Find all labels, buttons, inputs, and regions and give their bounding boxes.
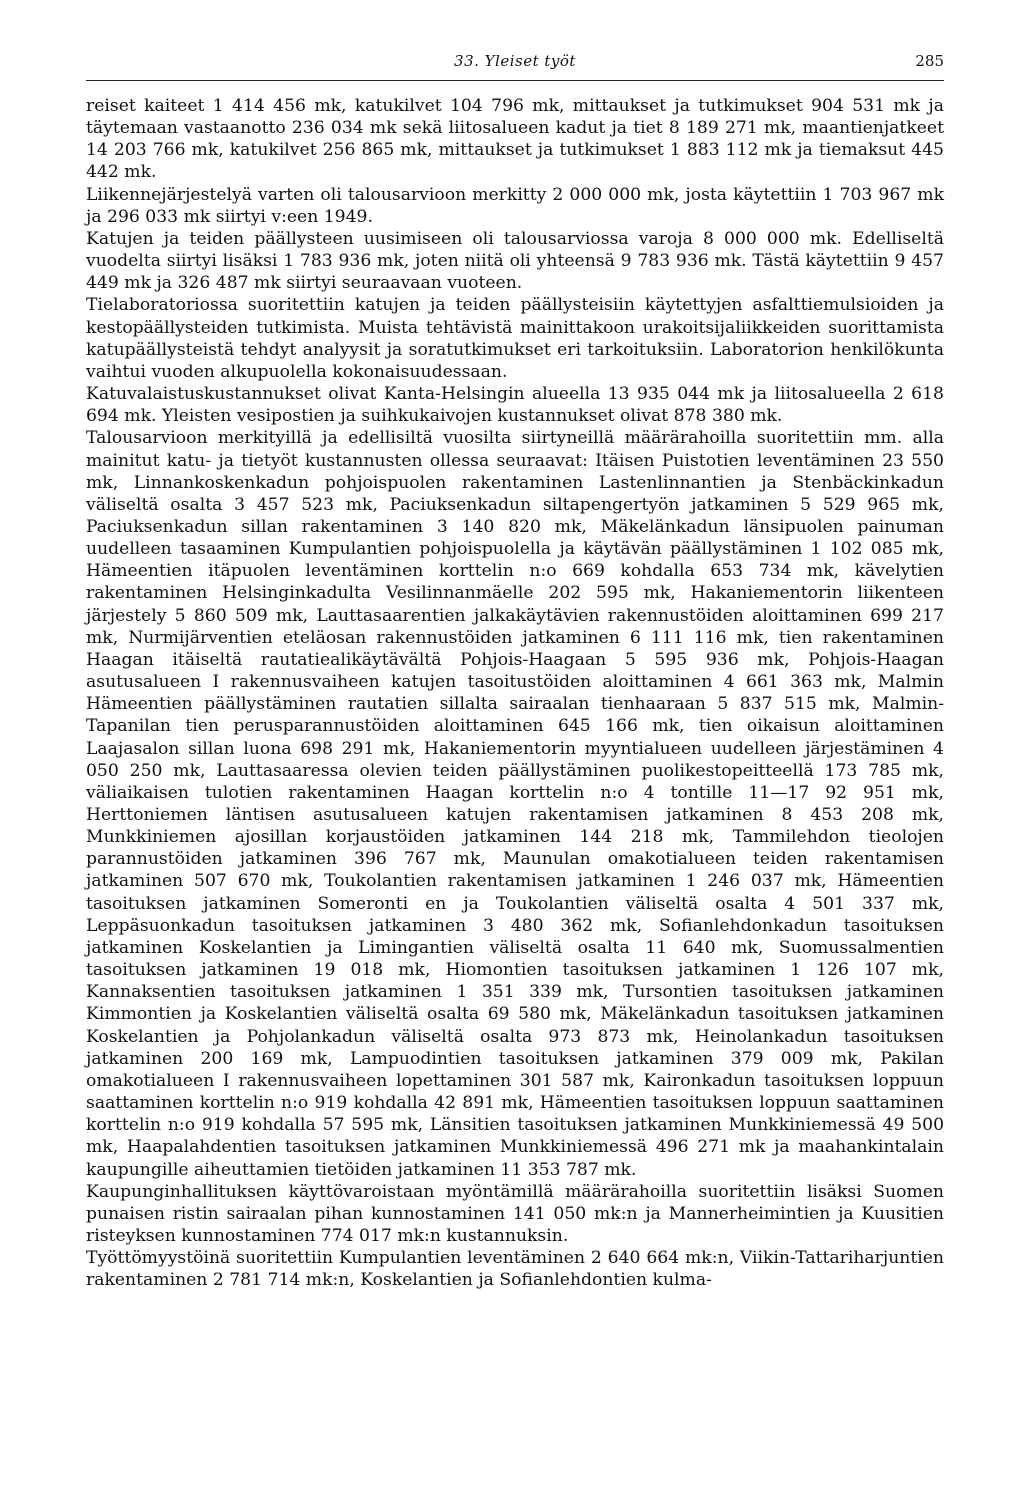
paragraph: Tielaboratoriossa suoritettiin katujen ja teiden päällysteisiin käytettyjen asfalttiemulsioiden ja kestopäällysteiden tutkimista. Muista tehtävistä mainittakoon urakoitsijaliikkeiden suorittamista katupäällysteistä tehdyt analyysit ja soratutkimukset eri tarkoituksiin. Laboratorion henkilökunta vaihtui vuoden alkupuolella kokonaisuudessaan.	[86, 295, 944, 382]
paragraph: reiset kaiteet 1 414 456 mk, katukilvet 104 796 mk, mittaukset ja tutkimukset 904 531 mk ja täytemaan vastaanotto 236 034 mk sekä liitosalueen kadut ja tiet 8 189 271 mk, maantienjatkeet 14 203 766 mk, katukilvet 256 865 mk, mittaukset ja tutkimukset 1 883 112 mk ja tiemaksut 445 442 mk.	[86, 96, 944, 183]
document-page	[86, 48, 944, 1291]
paragraph: Talousarvioon merkityillä ja edellisiltä vuosilta siirtyneillä määrärahoilla suoritettiin mm. alla mainitut katu- ja tietyöt kustannusten ollessa seuraavat: Itäisen Puistotien leventäminen 23 550 mk, Linnankoskenkadun pohjoispuolen rakentaminen Lastenlinnantien ja Stenbäckinkadun väliseltä osalta 3 457 523 mk, Paciuksenkadun siltapengertyön jatkaminen 5 529 965 mk, Paciuksenkadun sillan rakentaminen 3 140 820 mk, Mäkelänkadun länsipuolen painuman uudelleen tasaaminen Kumpulantien pohjoispuolella ja käytävän päällystäminen 1 102 085 mk, Hämeentien itäpuolen leventäminen korttelin n:o 669 kohdalla 653 734 mk, kävelytien rakentaminen Helsinginkadulta Vesilinnanmäelle 202 595 mk, Hakaniementorin liikenteen järjestely 5 860 509 mk, Lauttasaarentien jalkakäytävien rakennustöiden aloittaminen 699 217 mk, Nurmijärventien eteläosan rakennustöiden jatkaminen 6 111 116 mk, tien rakentaminen Haagan itäiseltä rautatiealikäytävältä Pohjois-Haagaan 5 595 936 mk, Pohjois-Haagan asutusalueen I rakennusvaiheen katujen tasoitustöiden aloittaminen 4 661 363 mk, Malmin Hämeentien päällystäminen rautatien sillalta sairaalan tienhaaraan 5 837 515 mk, Malmin-Tapanilan tien perusparannustöiden aloittaminen 645 166 mk, tien oikaisun aloittaminen Laajasalon sillan luona 698 291 mk, Hakaniementorin myyntialueen uudelleen järjestäminen 4 050 250 mk, Lauttasaaressa olevien teiden päällystäminen puolikestopeitteellä 173 785 mk, väliaikaisen tulotien rakentaminen Haagan korttelin n:o 4 tontille 11—17 92 951 mk, Herttoniemen läntisen asutusalueen katujen rakentamisen jatkaminen 8 453 208 mk, Munkkiniemen ajosillan korjaustöiden jatkaminen 144 218 mk, Tammilehdon tieolojen parannustöiden jatkaminen 396 767 mk, Maunulan omakotialueen teiden rakentamisen jatkaminen 507 670 mk, Toukolantien rakentamisen jatkaminen 1 246 037 mk, Hämeentien tasoituksen jatkaminen Someronti en ja Toukolantien väliseltä osalta 4 501 337 mk, Leppäsuonkadun tasoituksen jatkaminen 3 480 362 mk, Sofianlehdonkadun tasoituksen jatkaminen Koskelantien ja Limingantien väliseltä osalta 11 640 mk, Suomussalmentien tasoituksen jatkaminen 19 018 mk, Hiomontien tasoituksen jatkaminen 1 126 107 mk, Kannaksentien tasoituksen jatkaminen 1 351 339 mk, Tursontien tasoituksen jatkaminen Kimmontien ja Koskelantien väliseltä osalta 69 580 mk, Mäkelänkadun tasoituksen jatkaminen Koskelantien ja Pohjolankadun väliseltä osalta 973 873 mk, Heinolankadun tasoituksen jatkaminen 200 169 mk, Lampuodintien tasoituksen jatkaminen 379 009 mk, Pakilan omakotialueen I rakennusvaiheen lopettaminen 301 587 mk, Kaironkadun tasoituksen loppuun saattaminen korttelin n:o 919 kohdalla 42 891 mk, Hämeentien tasoituksen loppuun saattaminen korttelin n:o 919 kohdalla 57 595 mk, Länsitien tasoituksen jatkaminen Munkkiniemessä 49 500 mk, Haapalahdentien tasoituksen jatkaminen Munkkiniemessä 496 271 mk ja maahankintalain kaupungille aiheuttamien tietöiden jatkaminen 11 353 787 mk.	[86, 428, 944, 1180]
page-number: 285	[915, 52, 944, 70]
section-title: 33. Yleiset työt	[454, 52, 576, 70]
body-text	[86, 95, 944, 1291]
paragraph: Työttömyystöinä suoritettiin Kumpulantien leventäminen 2 640 664 mk:n, Viikin-Tattariharjuntien rakentaminen 2 781 714 mk:n, Koskelantien ja Sofianlehdontien kulma-	[86, 1248, 944, 1291]
paragraph: Liikennejärjestelyä varten oli talousarvioon merkitty 2 000 000 mk, josta käytettiin 1 703 967 mk ja 296 033 mk siirtyi v:een 1949.	[86, 184, 944, 227]
paragraph: Katujen ja teiden päällysteen uusimiseen oli talousarviossa varoja 8 000 000 mk. Edelliseltä vuodelta siirtyi lisäksi 1 783 936 mk, joten niitä oli yhteensä 9 783 936 mk. Tästä käytettiin 9 457 449 mk ja 326 487 mk siirtyi seuraavaan vuoteen.	[86, 228, 944, 294]
paragraph: Katuvalaistuskustannukset olivat Kanta-Helsingin alueella 13 935 044 mk ja liitosalueella 2 618 694 mk. Yleisten vesipostien ja suihkukaivojen kustannukset olivat 878 380 mk.	[86, 384, 944, 427]
paragraph: Kaupunginhallituksen käyttövaroistaan myöntämillä määrärahoilla suoritettiin lisäksi Suomen punaisen ristin sairaalan pihan kunnostaminen 141 050 mk:n ja Mannerheimintien ja Kuusitien risteyksen kunnostaminen 774 017 mk:n kustannuksin.	[86, 1181, 944, 1246]
running-header	[86, 48, 944, 81]
